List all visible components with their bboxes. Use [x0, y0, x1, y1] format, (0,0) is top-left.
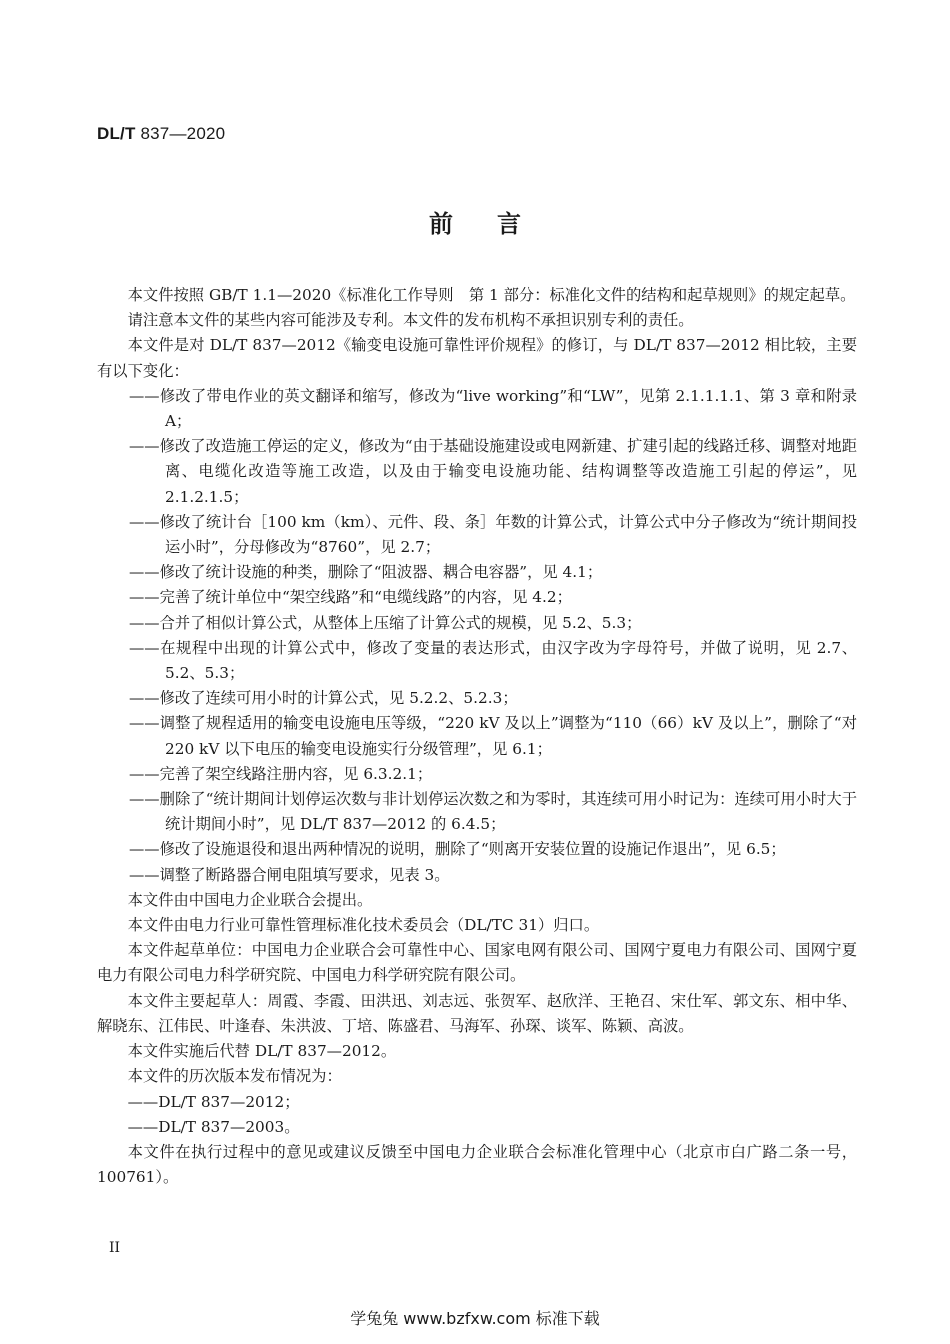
document-code-prefix: DL/T: [97, 124, 136, 143]
paragraph: 本文件是对 DL/T 837—2012《输变电设施可靠性评价规程》的修订，与 DL/T 837—2012 相比较，主要有以下变化：: [97, 336, 857, 380]
paragraph: ——DL/T 837—2012；: [127, 1092, 300, 1111]
change-item: ——完善了架空线路注册内容，见 6.3.2.1；: [129, 764, 433, 783]
page-number: II: [109, 1240, 121, 1256]
change-item: ——调整了规程适用的输变电设施电压等级，“220 kV 及以上”调整为“110（66）kV 及以上”，删除了“对 220 kV 以下电压的输变电设施实行分级管理”，见 6.1；: [129, 714, 857, 758]
page-title: 前言: [429, 210, 565, 238]
change-item: ——修改了带电作业的英文翻译和缩写，修改为“live working”和“LW”，见第 2.1.1.1.1、第 3 章和附录 A；: [129, 386, 857, 431]
change-item: ——修改了连续可用小时的计算公式，见 5.2.2、5.2.3；: [129, 689, 518, 708]
change-item: ——合并了相似计算公式，从整体上压缩了计算公式的规模，见 5.2、5.3；: [129, 613, 642, 632]
paragraph: 本文件由中国电力企业联合会提出。: [127, 890, 373, 909]
document-code-number: 837—2020: [135, 124, 226, 143]
change-item: ——完善了统计单位中“架空线路”和“电缆线路”的内容，见 4.2；: [129, 588, 572, 607]
document-code: [97, 124, 225, 144]
change-item: ——修改了统计设施的种类，删除了“阻波器、耦合电容器”，见 4.1；: [129, 563, 603, 582]
paragraph: 本文件由电力行业可靠性管理标准化技术委员会（DL/TC 31）归口。: [127, 916, 600, 935]
change-item: ——修改了统计台［100 km（km）、元件、段、条］年数的计算公式，计算公式中分子修改为“统计期间投运小时”，分母修改为“8760”，见 2.7；: [129, 512, 857, 557]
change-item: ——修改了设施退役和退出两种情况的说明，删除了“则离开安装位置的设施记作退出”，见 6.5；: [129, 840, 786, 859]
change-item: ——修改了改造施工停运的定义，修改为“由于基础设施建设或电网新建、扩建引起的线路迁移、调整对地距离、电缆化改造等施工改造，以及由于输变电设施功能、结构调整等改造施工引起的停运”，见 2.1.2.1.5；: [129, 437, 857, 506]
paragraph: 本文件的历次版本发布情况为：: [127, 1067, 342, 1086]
preface-body: [97, 283, 857, 1190]
watermark-text: 学兔兔 www.bzfxw.com 标准下载: [350, 1309, 600, 1328]
paragraph: 本文件实施后代替 DL/T 837—2012。: [127, 1042, 397, 1061]
change-item: ——在规程中出现的计算公式中，修改了变量的表达形式，由汉字改为字母符号，并做了说明，见 2.7、5.2、5.3；: [129, 638, 857, 683]
paragraph: ——DL/T 837—2003。: [127, 1117, 300, 1136]
paragraph: 请注意本文件的某些内容可能涉及专利。本文件的发布机构不承担识别专利的责任。: [127, 311, 694, 330]
change-item: ——删除了“统计期间计划停运次数与非计划停运次数之和为零时，其连续可用小时记为：连续可用小时大于统计期间小时”，见 DL/T 837—2012 的 6.4.5；: [129, 790, 857, 834]
change-item: ——调整了断路器合闸电阻填写要求，见表 3。: [129, 865, 450, 884]
paragraph: 本文件主要起草人：周霞、李霞、田洪迅、刘志远、张贺军、赵欣洋、王艳召、宋仕军、郭文东、相中华、解晓东、江伟民、叶逢春、朱洪波、丁培、陈盛君、马海军、孙琛、谈军、陈颖、高波。: [97, 991, 857, 1035]
paragraph: 本文件按照 GB/T 1.1—2020《标准化工作导则 第 1 部分：标准化文件的结构和起草规则》的规定起草。: [127, 286, 856, 304]
paragraph: 本文件起草单位：中国电力企业联合会可靠性中心、国家电网有限公司、国网宁夏电力有限公司、国网宁夏电力有限公司电力科学研究院、中国电力科学研究院有限公司。: [97, 941, 857, 985]
paragraph: 本文件在执行过程中的意见或建议反馈至中国电力企业联合会标准化管理中心（北京市白广路二条一号，100761）。: [97, 1142, 857, 1187]
